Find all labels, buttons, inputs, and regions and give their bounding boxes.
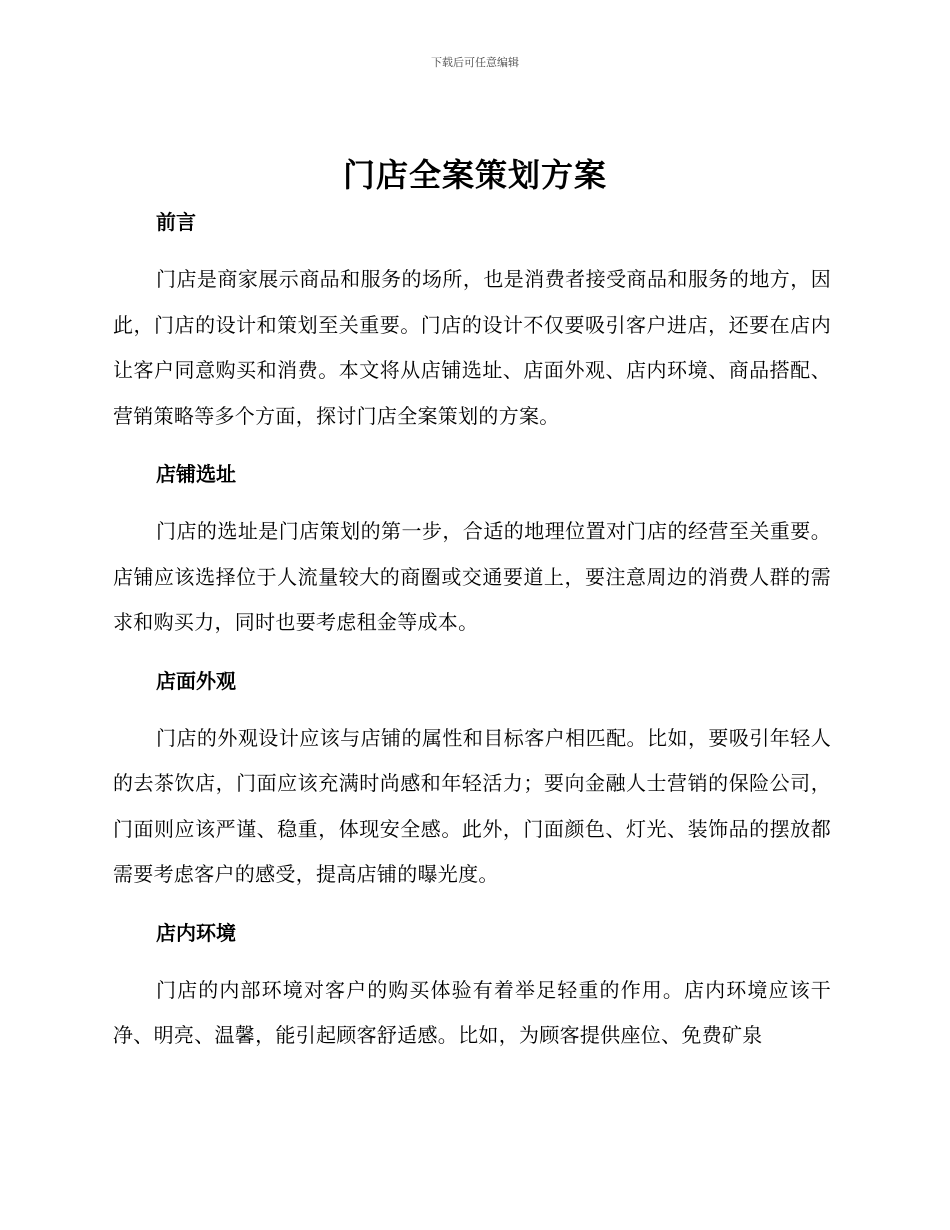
- section-heading-preface: 前言: [156, 210, 196, 234]
- header-note: 下载后可任意编辑: [431, 56, 519, 69]
- section-heading-interior: 店内环境: [156, 920, 236, 945]
- section-paragraph-site-selection: 门店的选址是门店策划的第一步，合适的地理位置对门店的经营至关重要。店铺应该选择位于人流量较大的商圈或交通要道上，要注意周边的消费人群的需求和购买力，同时也要考虑租金等成本。: [113, 519, 831, 634]
- section-heading-storefront: 店面外观: [156, 668, 236, 693]
- section-paragraph-preface: 门店是商家展示商品和服务的场所，也是消费者接受商品和服务的地方，因此，门店的设计和策划至关重要。门店的设计不仅要吸引客户进店，还要在店内让客户同意购买和消费。本文将从店铺选址、店面外观、店内环境、商品搭配、营销策略等多个方面，探讨门店全案策划的方案。: [113, 267, 831, 428]
- document-title: 门店全案策划方案: [342, 156, 607, 194]
- section-paragraph-interior: 门店的内部环境对客户的购买体验有着举足轻重的作用。店内环境应该干净、明亮、温馨，能引起顾客舒适感。比如，为顾客提供座位、免费矿泉: [113, 977, 831, 1047]
- document-body: [113, 200, 831, 1059]
- section-heading-site-selection: 店铺选址: [156, 462, 236, 486]
- section-paragraph-storefront: 门店的外观设计应该与店铺的属性和目标客户相匹配。比如，要吸引年轻人的去茶饮店，门面应该充满时尚感和年轻活力；要向金融人士营销的保险公司，门面则应该严谨、稳重，体现安全感。此外，门面颜色、灯光、装饰品的摆放都需要考虑客户的感受，提高店铺的曝光度。: [113, 725, 831, 886]
